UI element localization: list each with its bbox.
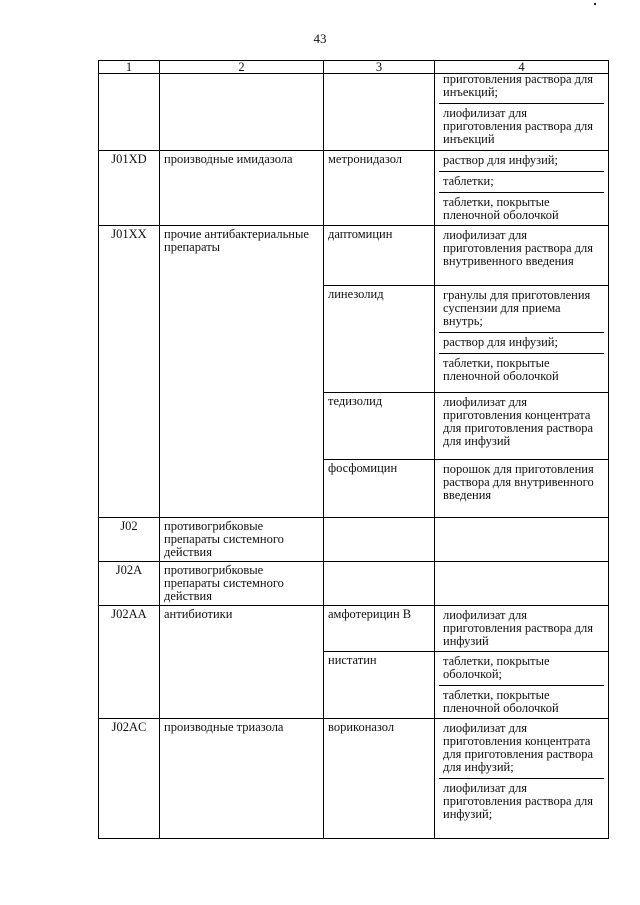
group-cell: прочие антибактериальные препараты [160, 226, 324, 518]
group-cell: производные имидазола [160, 151, 324, 226]
scan-dot [594, 3, 596, 5]
dosage-form: таблетки, покрытые пленочной оболочкой [439, 685, 604, 716]
dosage-form: раствор для инфузий; [439, 332, 604, 350]
dosage-form: таблетки; [439, 171, 604, 189]
dosage-form: лиофилизат для приготовления раствора для инфузий; [439, 778, 604, 822]
dosage-form: лиофилизат для приготовления раствора для инфузий [443, 608, 593, 648]
dosage-form: лиофилизат для приготовления раствора для внутривенного введения [443, 228, 593, 268]
group-cell: противогрибковые препараты системного действия [160, 518, 324, 562]
header-col-2: 2 [160, 61, 324, 74]
table-row [99, 74, 609, 151]
header-col-4: 4 [435, 61, 609, 74]
dosage-forms-cell [435, 719, 609, 839]
header-col-1: 1 [99, 61, 160, 74]
dosage-form: таблетки, покрытые оболочкой; [443, 654, 550, 681]
dosage-form: приготовления раствора для инъекций; [443, 73, 593, 99]
dosage-form: раствор для инфузий; [443, 153, 558, 167]
dosage-form: лиофилизат для приготовления раствора для инъекций [439, 103, 604, 147]
table-row [99, 719, 609, 839]
drug-name-cell: линезолид [324, 286, 435, 393]
table-row [99, 226, 609, 286]
dosage-forms-cell [435, 518, 609, 562]
dosage-form: порошок для приготовления раствора для внутривенного введения [443, 462, 594, 502]
atc-code-cell: J02AA [99, 606, 160, 719]
drug-name-cell: амфотерицин В [324, 606, 435, 652]
drug-table [98, 60, 609, 839]
group-cell [160, 74, 324, 151]
drug-name-cell [324, 74, 435, 151]
dosage-forms-cell [435, 286, 609, 393]
drug-name-cell: тедизолид [324, 393, 435, 460]
drug-name-cell [324, 518, 435, 562]
group-cell: антибиотики [160, 606, 324, 719]
table-row [99, 562, 609, 606]
drug-name-cell: даптомицин [324, 226, 435, 286]
atc-code-cell: J01XD [99, 151, 160, 226]
drug-name-cell: нистатин [324, 652, 435, 719]
dosage-forms-cell [435, 562, 609, 606]
table-row [99, 518, 609, 562]
drug-name-cell: метронидазол [324, 151, 435, 226]
atc-code-cell: J02AC [99, 719, 160, 839]
dosage-form: таблетки, покрытые пленочной оболочкой [439, 192, 604, 223]
table-row [99, 606, 609, 652]
table-row [99, 151, 609, 226]
dosage-forms-cell [435, 393, 609, 460]
atc-code-cell: J02A [99, 562, 160, 606]
drug-name-cell [324, 562, 435, 606]
dosage-form: лиофилизат для приготовления концентрата для приготовления раствора для инфузий [443, 395, 593, 448]
atc-code-cell: J01XX [99, 226, 160, 518]
page-number: 43 [313, 31, 327, 46]
drug-name-cell: вориконазол [324, 719, 435, 839]
group-cell: противогрибковые препараты системного действия [160, 562, 324, 606]
group-cell: производные триазола [160, 719, 324, 839]
dosage-forms-cell [435, 652, 609, 719]
header-col-3: 3 [324, 61, 435, 74]
dosage-forms-cell [435, 74, 609, 151]
dosage-form: гранулы для приготовления суспензии для приема внутрь; [443, 288, 591, 328]
drug-name-cell: фосфомицин [324, 460, 435, 518]
table-body [99, 74, 609, 839]
header-row [99, 61, 609, 74]
atc-code-cell [99, 74, 160, 151]
atc-code-cell: J02 [99, 518, 160, 562]
dosage-forms-cell [435, 151, 609, 226]
dosage-forms-cell [435, 226, 609, 286]
dosage-forms-cell [435, 606, 609, 652]
dosage-form: таблетки, покрытые пленочной оболочкой [439, 353, 604, 384]
dosage-forms-cell [435, 460, 609, 518]
dosage-form: лиофилизат для приготовления концентрата для приготовления раствора для инфузий; [443, 721, 593, 774]
